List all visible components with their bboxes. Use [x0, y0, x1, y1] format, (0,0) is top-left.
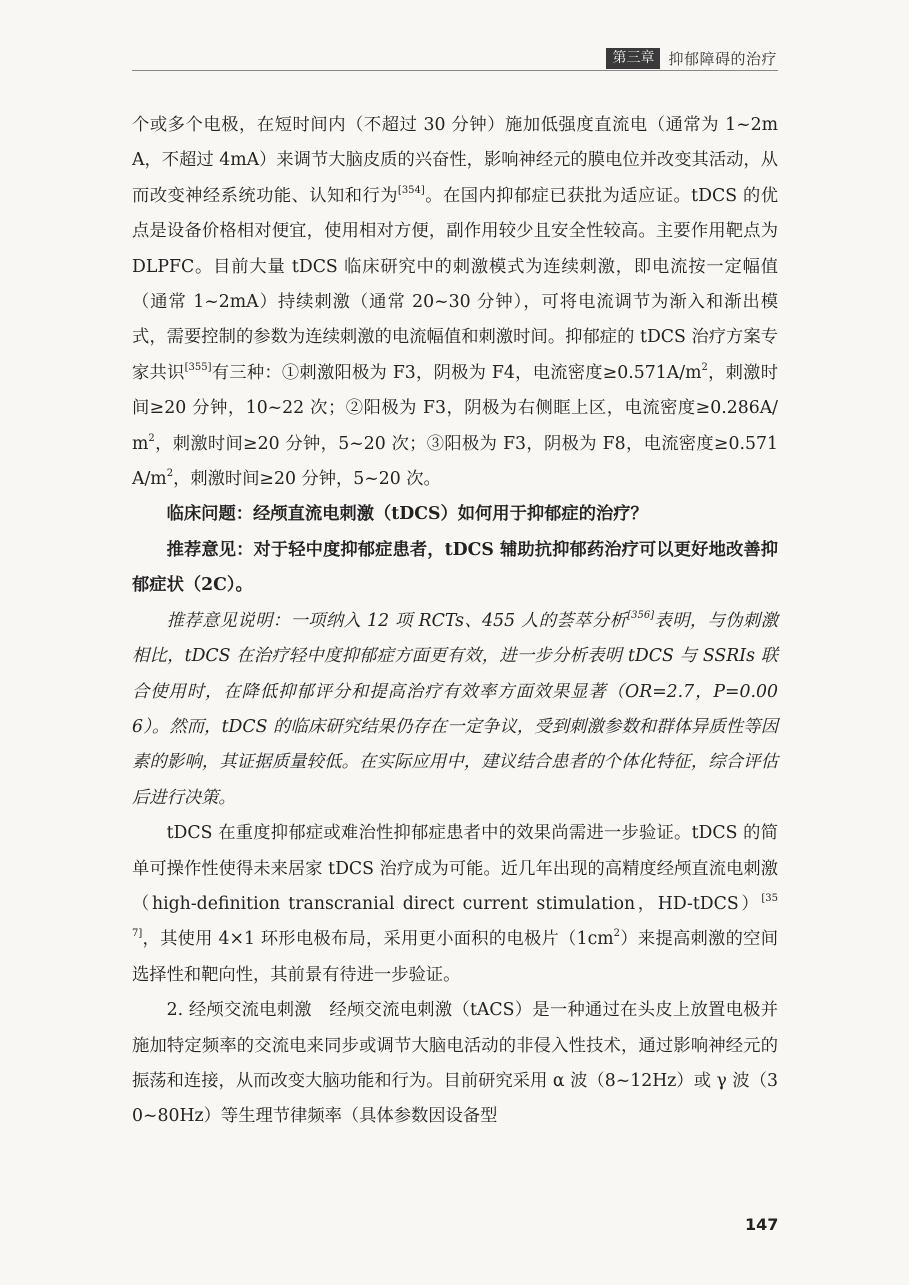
superscript: 2 [148, 432, 155, 444]
text-span: 推荐意见说明：一项纳入 12 项 RCTs、455 人的荟萃分析 [166, 610, 628, 631]
recommendation-explanation [132, 604, 778, 816]
header-divider [132, 70, 778, 71]
chapter-title: 抑郁障碍的治疗 [668, 50, 777, 68]
text-span: 个或多个电极，在短时间内（不超过 30 分钟）施加低强度直流电（通常为 1~2mA，不超过 4mA）来调节大脑皮质的兴奋性，影响神经元的膜电位并改变其活动，从而改变神经系统功能、认知和行为 [132, 115, 778, 206]
running-header [606, 48, 777, 69]
citation-ref: [354] [397, 184, 425, 196]
text-span: ，刺激时间≥20 分钟，10~22 次；②阳极为 F3，阴极为右侧眶上区，电流密度≥0.286A/m [132, 362, 778, 454]
superscript: 2 [613, 928, 621, 940]
text-span: 表明，与伪刺激相比，tDCS 在治疗轻中度抑郁症方面更有效，进一步分析表明 tDCS 与 SSRIs 联合使用时，在降低抑郁评分和提高治疗有效率方面效果显著（OR=2.7，P=0.006）。然而，tDCS 的临床研究结果仍存在一定争议，受到刺激参数和群体异质性等因素的影响，其证据质量较低。在实际应用中，建议结合患者的个体化特征，综合评估后进行决策。 [132, 610, 778, 808]
text-span: ，其使用 4×1 环形电极布局，采用更小面积的电极片（1cm [142, 929, 614, 950]
paragraph-tacs: 2. 经颅交流电刺激 经颅交流电刺激（tACS）是一种通过在头皮上放置电极并施加特定频率的交流电来同步或调节大脑电活动的非侵入性技术，通过影响神经元的振荡和连接，从而改变大脑功能和行为。目前研究采用 α 波（8~12Hz）或 γ 波（30~80Hz）等生理节律频率（具体参数因设备型 [132, 1000, 778, 1127]
page-body [132, 108, 778, 1135]
citation-ref: [357] [132, 892, 778, 940]
text-span: ，刺激时间≥20 分钟，5~20 次。 [173, 469, 441, 490]
page-number: 147 [745, 1215, 779, 1234]
text-span: ）来提高刺激的空间选择性和靶向性，其前景有待进一步验证。 [132, 929, 778, 985]
recommendation: 推荐意见：对于轻中度抑郁症患者，tDCS 辅助抗抑郁药治疗可以更好地改善抑郁症状（2C）。 [132, 539, 778, 596]
citation-ref: [356] [627, 609, 655, 621]
superscript: 2 [701, 361, 708, 373]
chapter-badge: 第三章 [606, 48, 660, 69]
paragraph-tdcs-description [132, 108, 778, 497]
clinical-question: 临床问题：经颅直流电刺激（tDCS）如何用于抑郁症的治疗？ [166, 504, 648, 525]
text-span: 。在国内抑郁症已获批为适应证。tDCS 的优点是设备价格相对便宜，使用相对方便，副作用较少且安全性较高。主要作用靶点为 DLPFC。目前大量 tDCS 临床研究中的刺激模式为连续刺激，即电流按一定幅值（通常 1~2mA）持续刺激（通常 20~30 分钟），可将电流调节为渐入和渐出模式，需要控制的参数为连续刺激的电流幅值和刺激时间。抑郁症的 tDCS 治疗方案专家共识 [132, 185, 778, 383]
text-span: ，刺激时间≥20 分钟，5~20 次；③阳极为 F3，阴极为 F8，电流密度≥0.571A/m [132, 433, 778, 490]
citation-ref: [355] [184, 361, 212, 373]
paragraph-hd-tdcs [132, 816, 778, 993]
text-span: tDCS 在重度抑郁症或难治性抑郁症患者中的效果尚需进一步验证。tDCS 的简单可操作性使得未来居家 tDCS 治疗成为可能。近几年出现的高精度经颅直流电刺激（high-definition transcranial direct current stimulation，HD-tDCS） [132, 823, 778, 914]
superscript: 2 [166, 468, 174, 480]
text-span: 有三种：①刺激阳极为 F3，阴极为 F4，电流密度≥0.571A/m [211, 362, 702, 383]
